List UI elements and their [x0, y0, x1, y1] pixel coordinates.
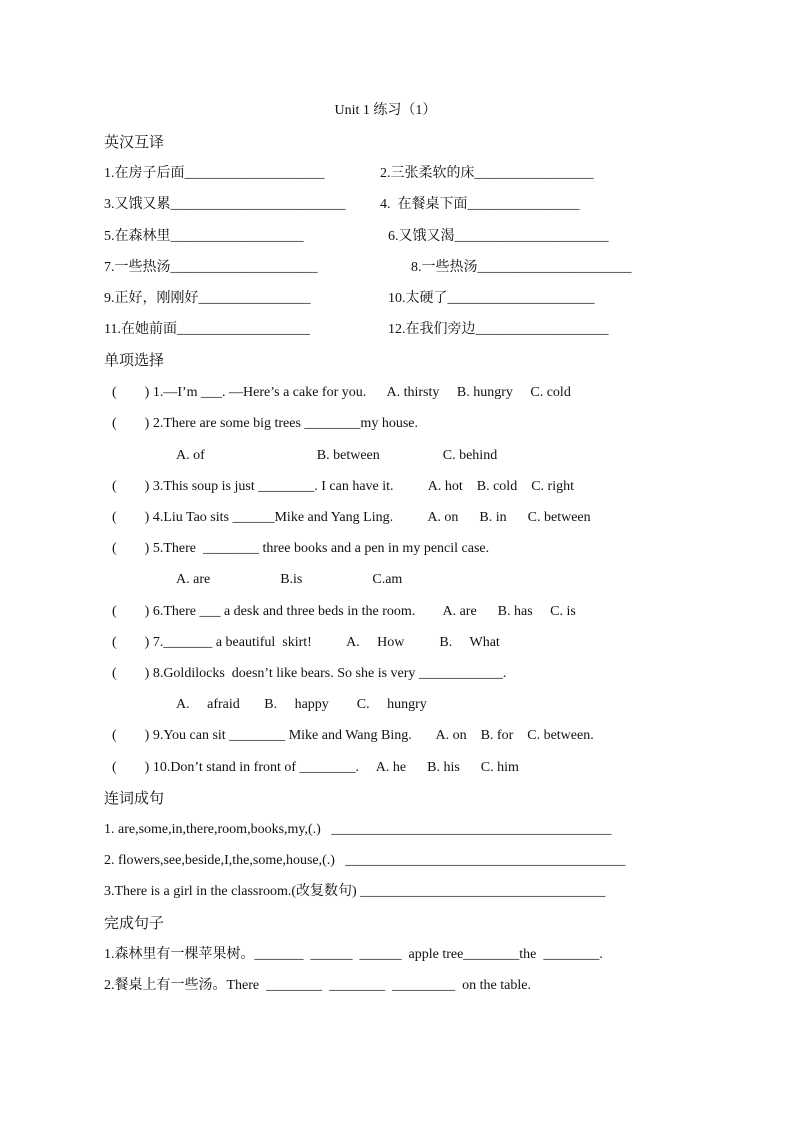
choice-options: A. afraid B. happy C. hungry: [176, 697, 427, 712]
translation-item: 8.一些热汤______________________: [411, 260, 632, 275]
ordering-item: 2. flowers,see,beside,I,the,some,house,(.) ________________________________________: [104, 853, 626, 868]
translation-item: 3.又饿又累_________________________: [104, 197, 346, 212]
choice-question: ( ) 10.Don’t stand in front of ________. A. he B. his C. him: [112, 760, 519, 775]
translation-item: 10.太硬了_____________________: [388, 291, 595, 306]
translation-item: 7.一些热汤_____________________: [104, 260, 318, 275]
choice-question: ( ) 5.There ________ three books and a pen in my pencil case.: [112, 541, 490, 556]
translation-item: 12.在我们旁边___________________: [388, 322, 609, 337]
completion-item: 2.餐桌上有一些汤。There ________ ________ _________ on the table.: [104, 978, 531, 993]
section-heading-completion: 完成句子: [104, 916, 165, 932]
translation-item: 2.三张柔软的床_________________: [380, 166, 594, 181]
choice-question: ( ) 3.This soup is just ________. I can have it. A. hot B. cold C. right: [112, 479, 574, 494]
ordering-item: 3.There is a girl in the classroom.(改复数句) ___________________________________: [104, 884, 606, 899]
translation-item: 11.在她前面___________________: [104, 322, 310, 337]
translation-item: 1.在房子后面____________________: [104, 166, 325, 181]
choice-question: ( ) 2.There are some big trees ________my house.: [112, 416, 418, 431]
translation-item: 4. 在餐桌下面________________: [380, 197, 580, 212]
choice-question: ( ) 8.Goldilocks doesn’t like bears. So she is very ____________.: [112, 666, 507, 681]
choice-options: A. are B.is C.am: [176, 572, 403, 587]
choice-question: ( ) 7._______ a beautiful skirt! A. How B. What: [112, 635, 500, 650]
choice-question: ( ) 1.—I’m ___. —Here’s a cake for you. A. thirsty B. hungry C. cold: [112, 385, 571, 400]
choice-question: ( ) 9.You can sit ________ Mike and Wang Bing. A. on B. for C. between.: [112, 728, 594, 743]
section-heading-choice: 单项选择: [104, 353, 165, 369]
choice-question: ( ) 6.There ___ a desk and three beds in the room. A. are B. has C. is: [112, 604, 576, 619]
choice-question: ( ) 4.Liu Tao sits ______Mike and Yang Ling. A. on B. in C. between: [112, 510, 591, 525]
page-title: Unit 1 练习（1）: [334, 103, 437, 118]
completion-item: 1.森林里有一棵苹果树。_______ ______ ______ apple tree________the ________.: [104, 947, 603, 962]
choice-options: A. of B. between C. behind: [176, 448, 498, 463]
section-heading-translation: 英汉互译: [104, 135, 165, 151]
translation-item: 5.在森林里___________________: [104, 229, 304, 244]
ordering-item: 1. are,some,in,there,room,books,my,(.) ________________________________________: [104, 822, 612, 837]
translation-item: 6.又饿又渴______________________: [388, 229, 609, 244]
translation-item: 9.正好，刚刚好________________: [104, 291, 311, 306]
section-heading-ordering: 连词成句: [104, 791, 165, 807]
